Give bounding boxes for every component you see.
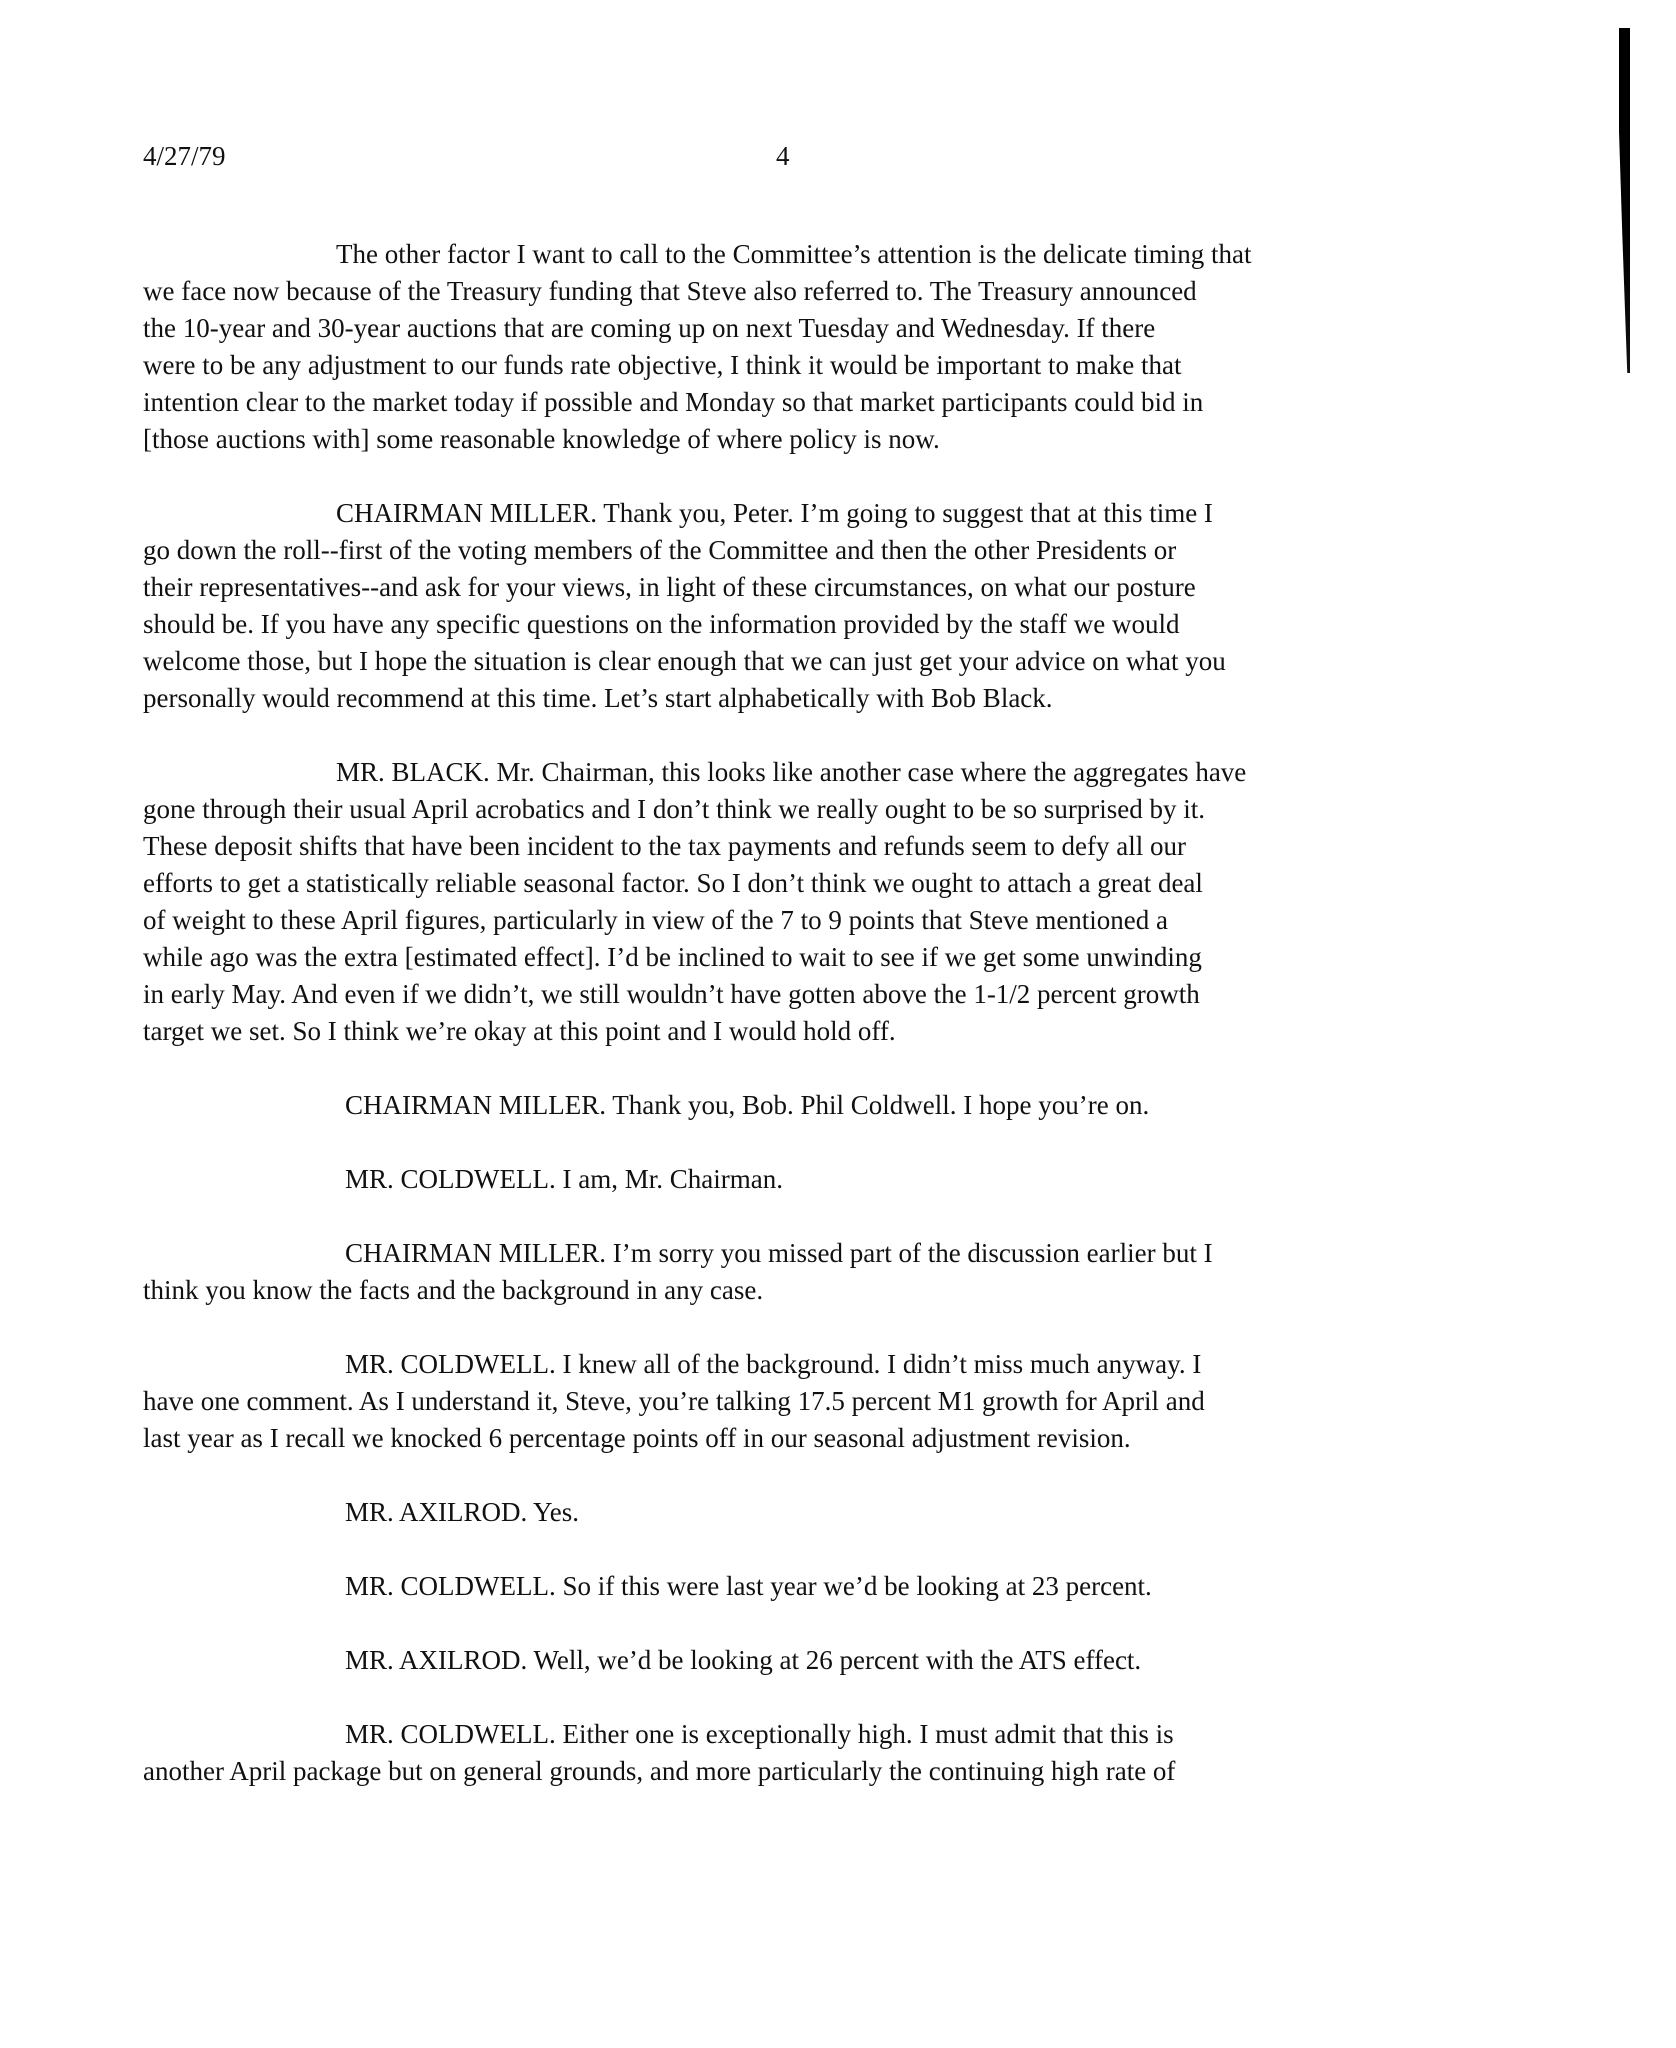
speech-text: Mr. Chairman, this looks like another case where the aggregates have [489, 757, 1247, 787]
text-line: were to be any adjustment to our funds rate objective, I think it would be important to make that [143, 350, 1182, 380]
text-line: last year as I recall we knocked 6 percentage points off in our seasonal adjustment revision. [143, 1423, 1131, 1453]
paragraph-staff-remarks [143, 236, 1473, 458]
speaker-name: MR. AXILROD. [345, 1645, 528, 1675]
speaker-name: CHAIRMAN MILLER. [345, 1238, 606, 1268]
speech-text: Either one is exceptionally high. I must admit that this is [555, 1719, 1174, 1749]
speaker-name: MR. COLDWELL. [345, 1719, 556, 1749]
text-line: go down the roll--first of the voting members of the Committee and then the other Presidents or [143, 535, 1177, 565]
text-line [143, 1494, 1473, 1531]
speech-text: So if this were last year we’d be looking at 23 percent. [555, 1571, 1152, 1601]
text-line: of weight to these April figures, particularly in view of the 7 to 9 points that Steve mentioned a [143, 905, 1169, 935]
text-line [143, 1568, 1473, 1605]
speaker-name: CHAIRMAN MILLER. [336, 498, 597, 528]
paragraph-mr-coldwell [143, 1161, 1473, 1198]
text-line: their representatives--and ask for your views, in light of these circumstances, on what our posture [143, 572, 1196, 602]
speech-text: I am, Mr. Chairman. [555, 1164, 783, 1194]
transcript-body [143, 236, 1473, 1827]
paragraph-chairman-miller [143, 495, 1473, 717]
text-line [143, 754, 1473, 791]
speaker-name: CHAIRMAN MILLER. [345, 1090, 606, 1120]
speaker-name: MR. COLDWELL. [345, 1571, 556, 1601]
text-line [143, 495, 1473, 532]
paragraph-mr-coldwell [143, 1346, 1473, 1457]
paragraph-mr-axilrod [143, 1642, 1473, 1679]
text-line [143, 1087, 1473, 1124]
text-line: personally would recommend at this time. Let’s start alphabetically with Bob Black. [143, 683, 1053, 713]
text-line: think you know the facts and the background in any case. [143, 1275, 764, 1305]
text-line: the 10-year and 30-year auctions that are coming up on next Tuesday and Wednesday. If there [143, 313, 1156, 343]
text-line: while ago was the extra [estimated effect]. I’d be inclined to wait to see if we get some unwinding [143, 942, 1202, 972]
paragraph-chairman-miller [143, 1235, 1473, 1309]
paragraph-mr-coldwell [143, 1716, 1473, 1790]
paragraph-mr-black [143, 754, 1473, 1050]
speaker-name: MR. BLACK. [336, 757, 490, 787]
speech-text: Thank you, Peter. I’m going to suggest that at this time I [597, 498, 1213, 528]
text-line: another April package but on general grounds, and more particularly the continuing high rate of [143, 1756, 1176, 1786]
page-number: 4 [776, 141, 790, 171]
text-line [143, 1346, 1473, 1383]
text-line [143, 1235, 1473, 1272]
paragraph-mr-coldwell [143, 1568, 1473, 1605]
text-line: efforts to get a statistically reliable seasonal factor. So I don’t think we ought to attach a great deal [143, 868, 1203, 898]
text-line: welcome those, but I hope the situation is clear enough that we can just get your advice on what you [143, 646, 1226, 676]
paragraph-chairman-miller [143, 1087, 1473, 1124]
text-line [143, 1161, 1473, 1198]
speech-text: I knew all of the background. I didn’t miss much anyway. I [555, 1349, 1202, 1379]
speech-text: I’m sorry you missed part of the discussion earlier but I [606, 1238, 1213, 1268]
text-line: we face now because of the Treasury funding that Steve also referred to. The Treasury announced [143, 276, 1197, 306]
margin-change-bar [1619, 28, 1630, 373]
text-line: [those auctions with] some reasonable knowledge of where policy is now. [143, 424, 940, 454]
speech-text: Thank you, Bob. Phil Coldwell. I hope you’re on. [606, 1090, 1150, 1120]
text-line: intention clear to the market today if possible and Monday so that market participants could bid in [143, 387, 1204, 417]
text-line: have one comment. As I understand it, Steve, you’re talking 17.5 percent M1 growth for April and [143, 1386, 1205, 1416]
text-line: The other factor I want to call to the Committee’s attention is the delicate timing that [336, 239, 1252, 269]
text-line [143, 1642, 1473, 1679]
speech-text: Well, we’d be looking at 26 percent with the ATS effect. [527, 1645, 1142, 1675]
speaker-name: MR. COLDWELL. [345, 1349, 556, 1379]
text-line: target we set. So I think we’re okay at this point and I would hold off. [143, 1016, 896, 1046]
text-line: These deposit shifts that have been incident to the tax payments and refunds seem to defy all our [143, 831, 1186, 861]
text-line: gone through their usual April acrobatics and I don’t think we really ought to be so surprised by it. [143, 794, 1206, 824]
speaker-name: MR. COLDWELL. [345, 1164, 556, 1194]
speech-text: Yes. [527, 1497, 580, 1527]
header-date: 4/27/79 [143, 141, 226, 171]
speaker-name: MR. AXILROD. [345, 1497, 528, 1527]
text-line: in early May. And even if we didn’t, we still wouldn’t have gotten above the 1-1/2 percent growth [143, 979, 1200, 1009]
paragraph-mr-axilrod [143, 1494, 1473, 1531]
text-line [143, 1716, 1473, 1753]
text-line: should be. If you have any specific questions on the information provided by the staff we would [143, 609, 1180, 639]
